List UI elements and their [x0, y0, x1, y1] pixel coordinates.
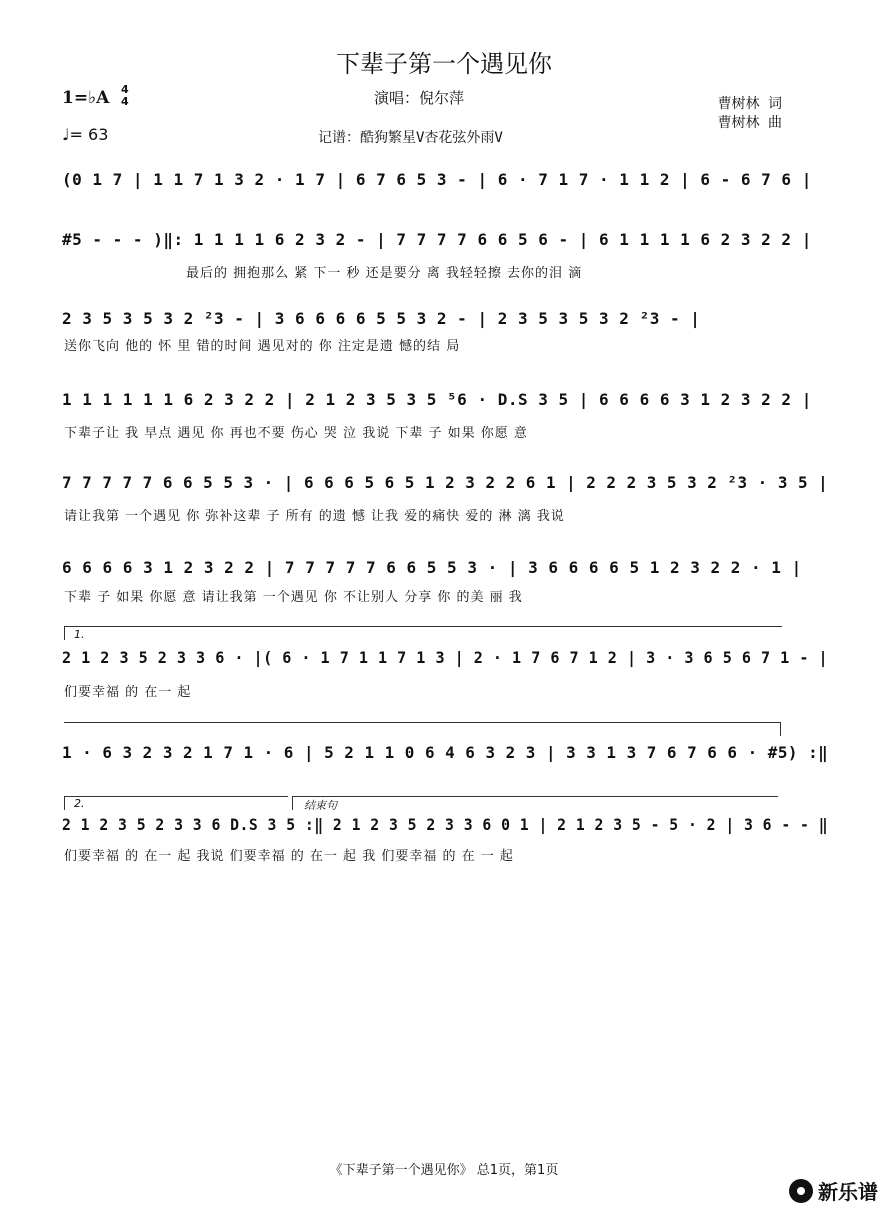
system-1-notes: (0 1 7 | 1 1 7 1 3 2 · 1 7 | 6 7 6 5 3 - | 6 · 7 1 7 · 1 1 2 | 6 - 6 7 6 |: [62, 170, 812, 189]
song-title: 下辈子第一个遇见你: [336, 50, 552, 78]
volta-2-bracket-tick: [64, 796, 65, 810]
tempo-marking: ♩= 63: [62, 125, 109, 144]
volta-1-end-tick: [780, 722, 781, 736]
volta-1-continuation: [64, 722, 780, 723]
coda-bracket-tick: [292, 796, 293, 810]
site-logo: [789, 1176, 878, 1205]
volta-2-bracket: [64, 796, 288, 797]
time-signature: [121, 84, 129, 108]
system-5-notes: 7 7 7 7 7 6 6 5 5 3 · | 6 6 6 5 6 5 1 2 3 2 2 6 1 | 2 2 2 3 5 3 2 ²3 · 3 5 |: [62, 473, 829, 492]
system-8-notes: 1 · 6 3 2 3 2 1 7 1 · 6 | 5 2 1 1 0 6 4 6 3 2 3 | 3 3 1 3 7 6 7 6 6 · #5) :‖: [62, 743, 829, 762]
system-7-lyrics: 们要幸福 的 在一 起: [64, 685, 192, 700]
system-4-lyrics: 下辈子让 我 早点 遇见 你 再也不要 伤心 哭 泣 我说 下辈 子 如果 你愿 意: [64, 426, 528, 441]
system-9-notes: 2 1 2 3 5 2 3 3 6 D.S 3 5 :‖ 2 1 2 3 5 2 3 3 6 0 1 | 2 1 2 3 5 - 5 · 2 | 3 6 - - ‖: [62, 815, 829, 834]
site-logo-text: 新乐谱: [818, 1180, 878, 1204]
volta-1-label: 1.: [74, 628, 85, 641]
lyricist-credit: 曹树林 词: [717, 96, 782, 112]
system-3-lyrics: 送你飞向 他的 怀 里 错的时间 遇见对的 你 注定是遗 憾的结 局: [64, 339, 461, 354]
singer-credit: 演唱：倪尔萍: [374, 89, 465, 107]
system-7-notes: 2 1 2 3 5 2 3 3 6 · |( 6 · 1 7 1 1 7 1 3 | 2 · 1 7 6 7 1 2 | 3 · 3 6 5 6 7 1 - |: [62, 648, 829, 667]
coda-label: 结束句: [304, 799, 337, 812]
system-9-lyrics: 们要幸福 的 在一 起 我说 们要幸福 的 在一 起 我 们要幸福 的 在 一 起: [64, 849, 514, 864]
time-signature-top: 4: [121, 83, 129, 96]
record-disc-icon: [789, 1179, 813, 1203]
system-2-lyrics: 最后的 拥抱那么 紧 下一 秒 还是要分 离 我轻轻擦 去你的泪 滴: [186, 266, 583, 281]
system-6-notes: 6 6 6 6 3 1 2 3 2 2 | 7 7 7 7 7 6 6 5 5 3 · | 3 6 6 6 6 5 1 2 3 2 2 · 1 |: [62, 558, 802, 577]
composer-credit: 曹树林 曲: [717, 115, 782, 131]
system-6-lyrics: 下辈 子 如果 你愿 意 请让我第 一个遇见 你 不让别人 分享 你 的美 丽 我: [64, 590, 523, 605]
volta-1-bracket-tick: [64, 626, 65, 640]
transcriber-credit: 记谱：酷狗繁星V杏花弦外雨V: [318, 130, 503, 146]
system-4-notes: 1 1 1 1 1 1 6 2 3 2 2 | 2 1 2 3 5 3 5 ⁵6 · D.S 3 5 | 6 6 6 6 3 1 2 3 2 2 |: [62, 390, 812, 409]
time-signature-bottom: 4: [121, 95, 129, 108]
volta-1-bracket: [64, 626, 782, 627]
volta-2-label: 2.: [74, 797, 85, 810]
system-3-notes: 2 3 5 3 5 3 2 ²3 - | 3 6 6 6 6 5 5 3 2 - | 2 3 5 3 5 3 2 ²3 - |: [62, 309, 701, 328]
key-signature: 1=♭A: [62, 88, 110, 108]
page-footer: 《下辈子第一个遇见你》 总1页，第1页: [329, 1163, 559, 1178]
system-5-lyrics: 请让我第 一个遇见 你 弥补这辈 子 所有 的遗 憾 让我 爱的痛快 爱的 淋 漓 我说: [64, 509, 565, 524]
system-2-notes: #5 - - - )‖: 1 1 1 1 6 2 3 2 - | 7 7 7 7 6 6 5 6 - | 6 1 1 1 1 6 2 3 2 2 |: [62, 230, 812, 249]
coda-bracket: [292, 796, 778, 797]
